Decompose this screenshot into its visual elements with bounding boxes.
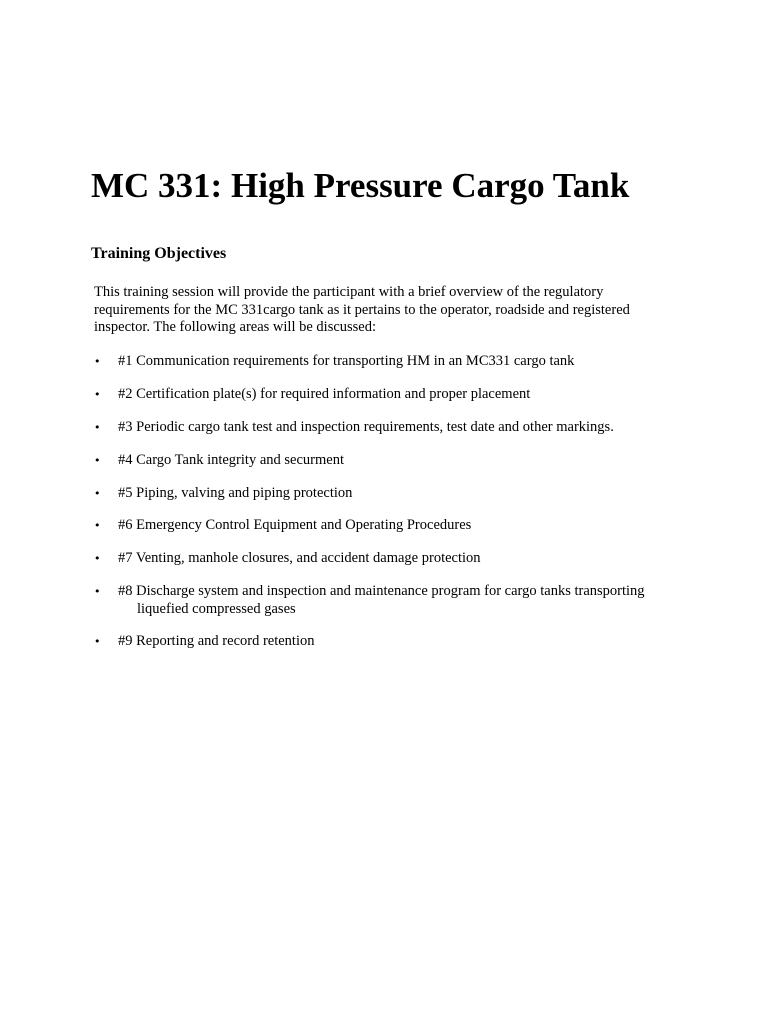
objective-line: #1 Communication requirements for transporting HM in an MC331 cargo tank bbox=[118, 353, 575, 369]
bullet-icon: • bbox=[94, 355, 101, 368]
page-title: MC 331: High Pressure Cargo Tank bbox=[91, 166, 630, 205]
section-heading: Training Objectives bbox=[91, 245, 227, 262]
bullet-icon: • bbox=[94, 519, 101, 532]
bullet-icon: • bbox=[94, 421, 101, 434]
bullet-icon: • bbox=[94, 454, 101, 467]
intro-line: requirements for the MC 331cargo tank as it pertains to the operator, roadside and registered bbox=[94, 301, 630, 318]
objective-line: #3 Periodic cargo tank test and inspection requirements, test date and other markings. bbox=[118, 419, 614, 435]
objective-text bbox=[118, 419, 614, 437]
intro-line: inspector. The following areas will be discussed: bbox=[94, 319, 377, 336]
bullet-icon: • bbox=[94, 585, 101, 598]
objective-text bbox=[118, 633, 315, 651]
objective-text bbox=[118, 353, 574, 371]
bullet-icon: • bbox=[94, 635, 101, 648]
intro-line: This training session will provide the participant with a brief overview of the regulatory bbox=[94, 284, 604, 300]
objective-line: #5 Piping, valving and piping protection bbox=[118, 485, 353, 501]
bullet-icon: • bbox=[94, 388, 101, 401]
bullet-icon: • bbox=[94, 552, 101, 565]
objective-line-continued: liquefied compressed gases bbox=[137, 600, 296, 617]
objective-line: #7 Venting, manhole closures, and accident damage protection bbox=[118, 550, 481, 566]
bullet-icon: • bbox=[94, 487, 101, 500]
objective-text bbox=[118, 485, 352, 503]
objective-text bbox=[118, 452, 344, 470]
objective-line: #2 Certification plate(s) for required information and proper placement bbox=[118, 386, 531, 402]
objective-line: #4 Cargo Tank integrity and securment bbox=[118, 452, 344, 468]
objective-text bbox=[118, 583, 645, 618]
intro-paragraph bbox=[94, 284, 694, 337]
objective-text bbox=[118, 517, 471, 535]
objective-line: #8 Discharge system and inspection and maintenance program for cargo tanks transporting bbox=[118, 583, 645, 599]
objective-line: #6 Emergency Control Equipment and Operating Procedures bbox=[118, 517, 472, 533]
objective-text bbox=[118, 550, 481, 568]
objective-line: #9 Reporting and record retention bbox=[118, 633, 315, 649]
objective-text bbox=[118, 386, 530, 404]
